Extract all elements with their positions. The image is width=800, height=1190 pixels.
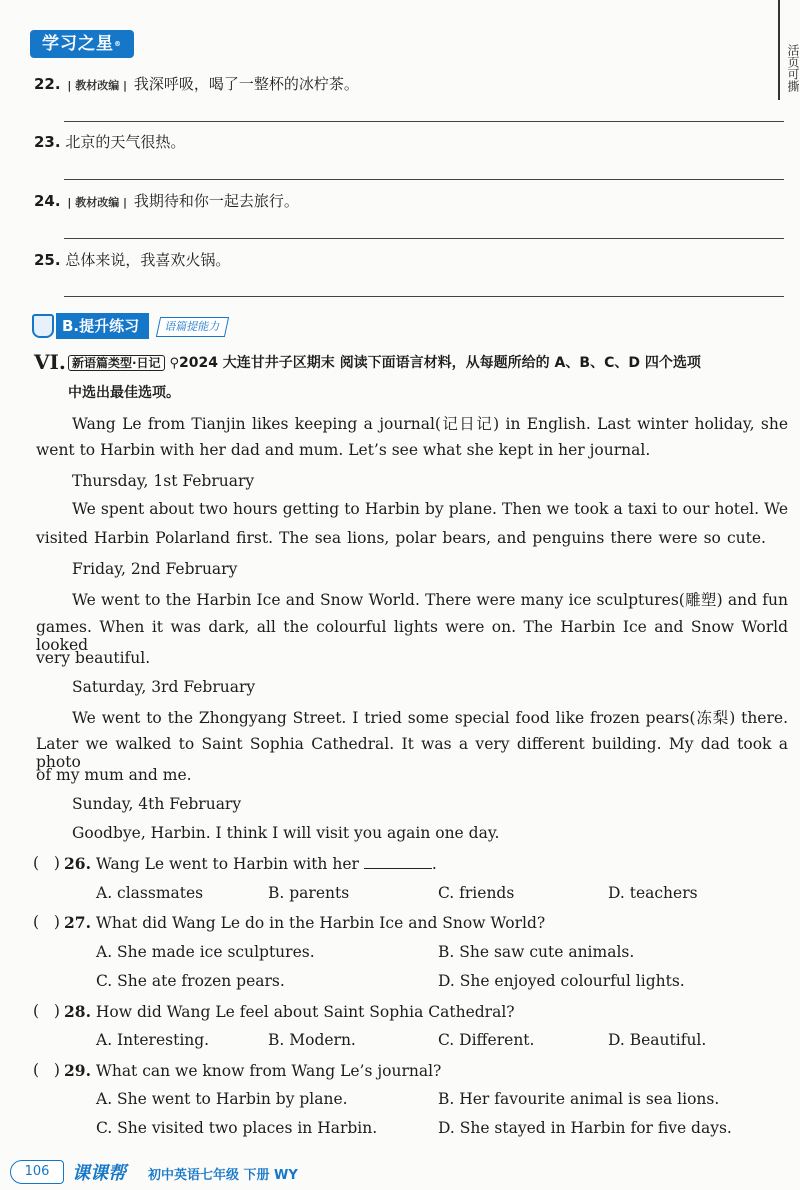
answer-bracket[interactable]: ( ) <box>33 1002 60 1020</box>
answer-line[interactable] <box>64 179 784 180</box>
option[interactable]: C. friends <box>438 884 515 902</box>
option[interactable]: C. She ate frozen pears. <box>96 972 285 990</box>
diary-date: Saturday, 3rd February <box>72 678 256 696</box>
passage-line: visited Harbin Polarland first. The sea lions, polar bears, and penguins there were so cute. <box>36 529 766 547</box>
part-instruction: 新语篇类型·日记 ⚲2024 大连甘井子区期末 阅读下面语言材料，从每题所给的 A、B、C、D 四个选项 <box>68 352 701 372</box>
diary-date: Sunday, 4th February <box>72 795 242 813</box>
part-numeral: VI. <box>34 350 66 374</box>
passage-line: went to Harbin with her dad and mum. Let’s see what she kept in her journal. <box>36 441 651 459</box>
answer-bracket[interactable]: ( ) <box>33 1061 60 1079</box>
passage-line: We went to the Harbin Ice and Snow World. There were many ice sculptures(雕塑) and fun <box>72 591 788 609</box>
cup-icon <box>32 314 54 338</box>
passage-line: very beautiful. <box>36 649 151 667</box>
page-number: 106 <box>10 1160 64 1184</box>
answer-blank <box>364 856 432 869</box>
passage-line: We spent about two hours getting to Harbin by plane. Then we took a taxi to our hotel. We <box>72 500 788 518</box>
translation-item-24: 24. | 教材改编 | 我期待和你一起去旅行。 <box>34 192 299 210</box>
option[interactable]: B. She saw cute animals. <box>438 943 635 961</box>
option[interactable]: A. classmates <box>96 884 204 902</box>
option[interactable]: D. teachers <box>608 884 698 902</box>
option[interactable]: D. She enjoyed colourful lights. <box>438 972 685 990</box>
page-footer <box>10 1158 370 1186</box>
part-instruction-cont: 中选出最佳选项。 <box>68 385 180 401</box>
passage-line: Goodbye, Harbin. I think I will visit you again one day. <box>72 824 500 842</box>
question-29: 29. What can we know from Wang Le’s journal? <box>64 1061 442 1080</box>
answer-bracket[interactable]: ( ) <box>33 854 60 872</box>
passage-line: games. When it was dark, all the colourful lights were on. The Harbin Ice and Snow World looked <box>36 618 788 654</box>
translation-item-22: 22. | 教材改编 | 我深呼吸，喝了一整杯的冰柠茶。 <box>34 75 359 93</box>
option[interactable]: A. She made ice sculptures. <box>96 943 315 961</box>
option[interactable]: C. She visited two places in Harbin. <box>96 1119 378 1137</box>
question-27: 27. What did Wang Le do in the Harbin Ice and Snow World? <box>64 913 546 932</box>
option[interactable]: B. parents <box>268 884 350 902</box>
translation-item-25: 25. 总体来说，我喜欢火锅。 <box>34 251 231 269</box>
translation-item-23: 23. 北京的天气很热。 <box>34 133 186 151</box>
passage-line: Wang Le from Tianjin likes keeping a journal(记日记) in English. Last winter holiday, she <box>72 415 788 433</box>
passage-line: Later we walked to Saint Sophia Cathedral. It was a very different building. My dad took a photo <box>36 735 788 771</box>
passage-line: of my mum and me. <box>36 766 192 784</box>
question-28: 28. How did Wang Le feel about Saint Sophia Cathedral? <box>64 1002 515 1021</box>
option[interactable]: A. Interesting. <box>96 1031 210 1049</box>
section-title: B.提升练习 <box>56 313 149 339</box>
location-pin-icon: ⚲ <box>169 356 179 371</box>
option[interactable]: C. Different. <box>438 1031 535 1049</box>
question-26: 26. Wang Le went to Harbin with her . <box>64 854 437 873</box>
passage-line: We went to the Zhongyang Street. I tried some special food like frozen pears(冻梨) there. <box>72 709 788 727</box>
section-subtitle: 语篇提能力 <box>156 317 229 337</box>
section-banner <box>30 313 250 339</box>
option[interactable]: D. She stayed in Harbin for five days. <box>438 1119 732 1137</box>
answer-line[interactable] <box>64 238 784 239</box>
book-title: 初中英语七年级 下册 WY <box>148 1168 298 1183</box>
option[interactable]: B. Modern. <box>268 1031 356 1049</box>
diary-date: Thursday, 1st February <box>72 472 255 490</box>
answer-bracket[interactable]: ( ) <box>33 913 60 931</box>
option[interactable]: D. Beautiful. <box>608 1031 707 1049</box>
answer-line[interactable] <box>64 121 784 122</box>
type-label: 新语篇类型·日记 <box>68 355 165 371</box>
option[interactable]: B. Her favourite animal is sea lions. <box>438 1090 720 1108</box>
footer-brand: 课课帮 <box>72 1163 126 1184</box>
brand-logo: 学习之星® <box>30 30 134 58</box>
diary-date: Friday, 2nd February <box>72 560 238 578</box>
answer-line[interactable] <box>64 296 784 297</box>
side-tab: 活页可撕 <box>778 0 800 100</box>
option[interactable]: A. She went to Harbin by plane. <box>96 1090 348 1108</box>
